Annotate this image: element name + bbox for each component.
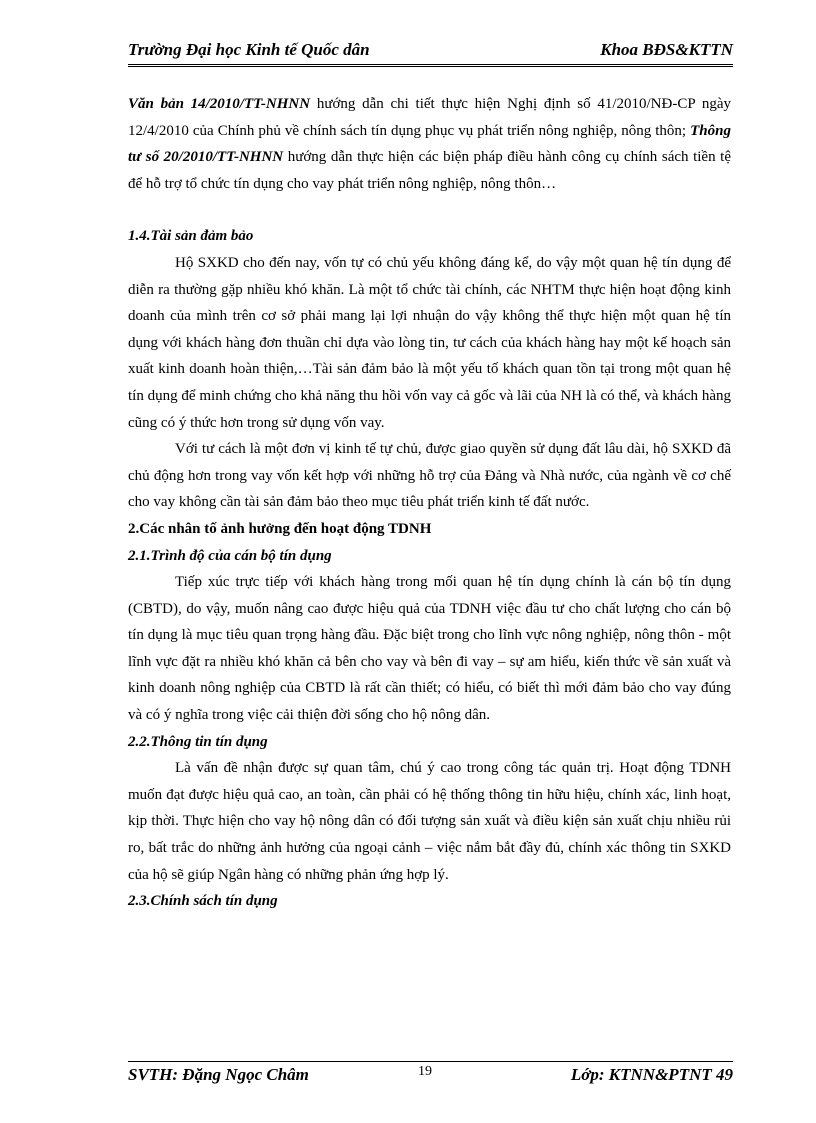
section-1-4-paragraph-1: Hộ SXKD cho đến nay, vốn tự có chủ yếu không đáng kể, do vậy một quan hệ tín dụng để diễn ra thường gặp nhiều khó khăn. Là một tổ chức tài chính, các NHTM thực hiện hoạt động kinh doanh của mình trên cơ sở phải mang lại lợi nhuận do vậy không thể thực hiện một quan hệ tín dụng với khách hàng đơn thuần chỉ dựa vào lòng tin, tư cách của khách hàng hay một kế hoạch sản xuất kinh doanh hoàn thiện,…Tài sản đảm bảo là một yếu tố khách quan tồn tại trong một quan hệ tín dụng để minh chứng cho khả năng thu hồi vốn vay cả gốc và lãi của NH là có thể, và khách hàng cũng có ý thức hơn trong sử dụng vốn vay. [128,254,731,431]
header-university: Trường Đại học Kinh tế Quốc dân [128,40,370,59]
section-1-4-heading: 1.4.Tài sản đảm bảo [128,228,254,245]
blank-line [128,197,731,223]
footer-divider [128,1061,733,1062]
section-2-1-paragraph: Tiếp xúc trực tiếp với khách hàng trong mối quan hệ tín dụng chính là cán bộ tín dụng (CBTD), do vậy, muốn nâng cao được hiệu quả của TDNH việc đầu tư cho chất lượng cho cán bộ tín dụng là mục tiêu quan trọng hàng đầu. Đặc biệt trong cho lĩnh vực nông nghiệp, nông thôn - một lĩnh vực đặt ra nhiều khó khăn cả bên cho vay và bên đi vay – sự am hiểu, kiến thức về sản xuất và kinh doanh nông nghiệp của CBTD là rất cần thiết; có hiểu, có biết thì mới đảm bảo cho vay đúng và có ý nghĩa trong việc cải thiện đời sống cho hộ nông dân. [128,574,731,724]
intro-text-1: hướng dẫn chi tiết thực hiện Nghị định số 41/2010/NĐ-CP ngày 12/4/2010 của Chính phủ về chính sách tín dụng phục vụ phát triển nông nghiệp, nông thôn; [128,96,731,139]
page-body [128,91,731,915]
section-2-2-heading: 2.2.Thông tin tín dụng [128,733,268,750]
footer-student: SVTH: Đặng Ngọc Châm [128,1065,309,1084]
section-1-4-paragraph-2: Với tư cách là một đơn vị kinh tế tự chủ, được giao quyền sử dụng đất lâu dài, hộ SXKD đã chủ động hơn trong vay vốn kết hợp với những hỗ trợ của Đảng và Nhà nước, của ngành về cơ chế cho vay không cần tài sản đảm bảo theo mục tiêu phát triển kinh tế đất nước. [128,441,731,511]
footer-class: Lớp: KTNN&PTNT 49 [570,1065,733,1084]
section-2-1-heading: 2.1.Trình độ của cán bộ tín dụng [128,547,332,564]
header-faculty: Khoa BĐS&KTTN [600,40,733,59]
page-number: 19 [418,1064,432,1079]
section-2-heading: 2.Các nhân tố ảnh hưởng đến hoạt động TDNH [128,520,432,537]
page-footer [128,1065,733,1091]
intro-paragraph [128,91,731,197]
section-2-3-heading: 2.3.Chính sách tín dụng [128,893,278,910]
doc-reference-2: Thông tư số 20/2010/TT-NHNN [128,122,731,166]
doc-reference-1: Văn bản 14/2010/TT-NHNN [128,96,311,112]
intro-text-2: hướng dẫn thực hiện các biện pháp điều hành công cụ chính sách tiền tệ để hỗ trợ tổ chức tín dụng cho vay phát triển nông nghiệp, nông thôn… [128,149,731,192]
page-header [128,40,733,67]
section-2-2-paragraph: Là vấn đề nhận được sự quan tâm, chú ý cao trong công tác quản trị. Hoạt động TDNH muốn đạt được hiệu quả cao, an toàn, cần phải có hệ thống thông tin hữu hiệu, chính xác, linh hoạt, kịp thời. Thực hiện cho vay hộ nông dân có đối tượng sản xuất và điều kiện sản xuất chịu nhiều rủi ro, bất trắc do những ảnh hưởng của ngoại cảnh – việc nắm bắt đầy đủ, chính xác thông tin SXKD của hộ sẽ giúp Ngân hàng có những phản ứng hợp lý. [128,760,731,883]
